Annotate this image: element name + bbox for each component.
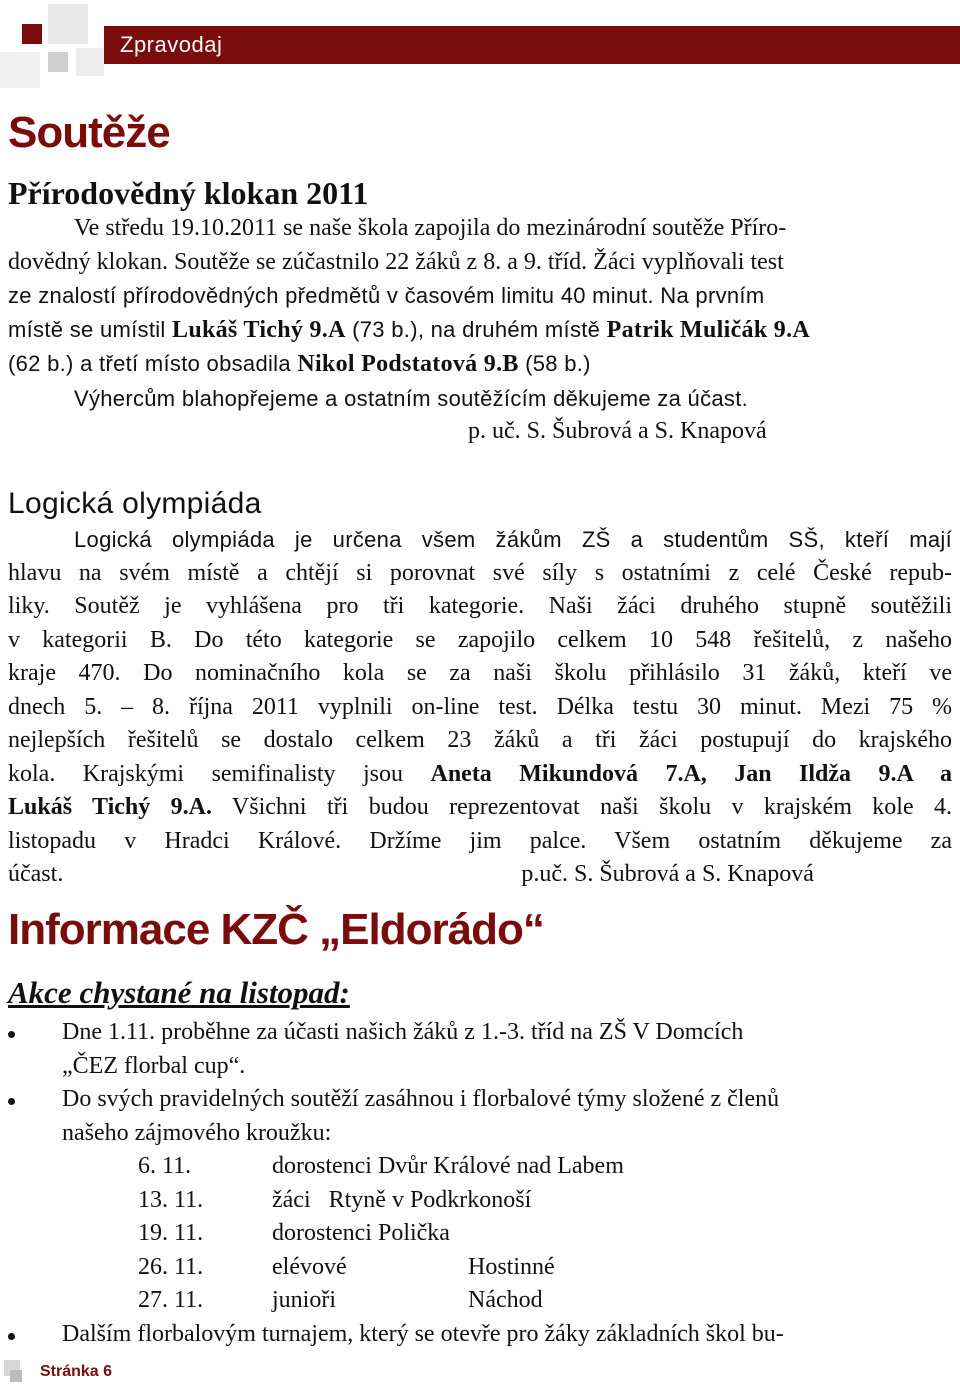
klokan-line-5	[8, 347, 952, 382]
schedule-team: dorostenci Dvůr Králové nad Labem	[272, 1153, 624, 1179]
klokan-article	[8, 212, 952, 449]
schedule-team: junioři	[272, 1287, 336, 1313]
olympiada-article	[8, 523, 952, 892]
newsletter-title: Zpravodaj	[120, 32, 223, 57]
schedule-team: elévové	[272, 1253, 347, 1280]
olymp-line-2: hlavu na svém místě a chtějí si porovnat své síly s ostatními z celé České repub-	[8, 559, 952, 586]
bullet-line: Dne 1.11. proběhne za účasti našich žáků z 1.-3. tříd na ZŠ V Domcích	[62, 1019, 744, 1045]
olymp-line-6: dnech 5. – 8. října 2011 vyplnili on-line test. Délka testu 30 minut. Mezi 75 %	[8, 693, 952, 720]
section-title-souteze: Soutěže	[8, 108, 170, 157]
bullet-line: našeho zájmového kroužku:	[62, 1119, 332, 1146]
text: (73 b.), na druhém místě	[345, 316, 607, 342]
text: místě se umístil	[8, 316, 173, 342]
header-bar	[104, 26, 960, 64]
olymp-line-3: liky. Soutěž je vyhlášena pro tři kategorie. Naši žáci druhého stupně soutěžili	[8, 593, 952, 619]
winner-2: Patrik Muličák 9.A	[606, 316, 811, 343]
schedule-date: 13. 11.	[138, 1186, 204, 1213]
bullet-dot	[8, 1098, 15, 1105]
heading-logicka-olympiada: Logická olympiáda	[8, 487, 262, 520]
text: kola. Krajskými semifinalisty jsou	[8, 760, 431, 787]
schedule-date: 19. 11.	[138, 1220, 204, 1246]
section-title-eldorado: Informace KZČ „Eldorádo“	[8, 905, 544, 954]
klokan-line-4	[8, 313, 952, 348]
bullet-line: Do svých pravidelných soutěží zasáhnou i florbalové týmy složené z členů	[62, 1086, 780, 1112]
olymp-line-9	[8, 791, 952, 825]
bullet-line: Dalším florbalovým turnajem, který se otevře pro žáky základních škol bu-	[62, 1321, 784, 1347]
bullet-dot	[8, 1333, 15, 1340]
semifinalist-tichy: Lukáš Tichý 9.A.	[8, 794, 212, 820]
schedule-date: 26. 11.	[138, 1253, 204, 1280]
schedule-team: dorostenci Polička	[272, 1220, 450, 1246]
olymp-line-4: v kategorii B. Do této kategorie se zapojilo celkem 10 548 řešitelů, z našeho	[8, 626, 952, 653]
klokan-line-2: dovědný klokan. Soutěže se zúčastnilo 22 žáků z 8. a 9. tříd. Žáci vyplňovali test	[8, 248, 784, 275]
olymp-line-11	[8, 858, 952, 892]
semifinalists: Aneta Mikundová 7.A, Jan Ildža 9.A a	[430, 760, 952, 787]
footer-decoration	[0, 1360, 22, 1387]
winner-3: Nikol Podstatová 9.B	[297, 351, 519, 377]
text: (58 b.)	[518, 351, 591, 376]
klokan-signature: p. uč. S. Šubrová a S. Knapová	[468, 418, 767, 444]
page-number: Stránka 6	[40, 1363, 113, 1380]
schedule-team: žáci Rtyně v Podkrkonoší	[272, 1186, 532, 1213]
klokan-line-1: Ve středu 19.10.2011 se naše škola zapojila do mezinárodní soutěže Příro-	[74, 215, 787, 241]
olymp-line-5: kraje 470. Do nominačního kola se za naši školu přihlásilo 31 žáků, kteří ve	[8, 660, 952, 686]
text: Všichni tři budou reprezentovat naši školu v krajském kole 4.	[211, 794, 952, 820]
winner-1: Lukáš Tichý 9.A	[172, 316, 346, 343]
text: (62 b.) a třetí místo obsadila	[8, 351, 298, 376]
subheading-akce: Akce chystané na listopad:	[8, 975, 350, 1010]
bullet-line: „ČEZ florbal cup“.	[62, 1052, 246, 1079]
olymp-line-7: nejlepších řešitelů se dostalo celkem 23 žáků a tři žáci postupují do krajského	[8, 727, 952, 753]
olymp-line-8	[8, 758, 952, 792]
olymp-line-10: listopadu v Hradci Králové. Držíme jim palce. Všem ostatním děkujeme za	[8, 827, 952, 854]
schedule-place: Hostinné	[468, 1253, 555, 1280]
olymp-line-1: Logická olympiáda je určena všem žákům ZŠ a studentům SŠ, kteří mají	[74, 527, 952, 552]
heading-prirodovedny-klokan: Přírodovědný klokan 2011	[8, 175, 369, 211]
bullet-dot	[8, 1031, 15, 1038]
text: účast.	[8, 861, 64, 887]
schedule-date: 6. 11.	[138, 1153, 192, 1179]
klokan-line-6: Výhercům blahopřejeme a ostatním soutěžícím děkujeme za účast.	[74, 385, 749, 411]
klokan-line-3: ze znalostí přírodovědných předmětů v časovém limitu 40 minut. Na prvním	[8, 283, 765, 308]
schedule-date: 27. 11.	[138, 1287, 204, 1313]
schedule-place: Náchod	[468, 1287, 543, 1313]
olymp-signature: p.uč. S. Šubrová a S. Knapová	[521, 861, 814, 887]
